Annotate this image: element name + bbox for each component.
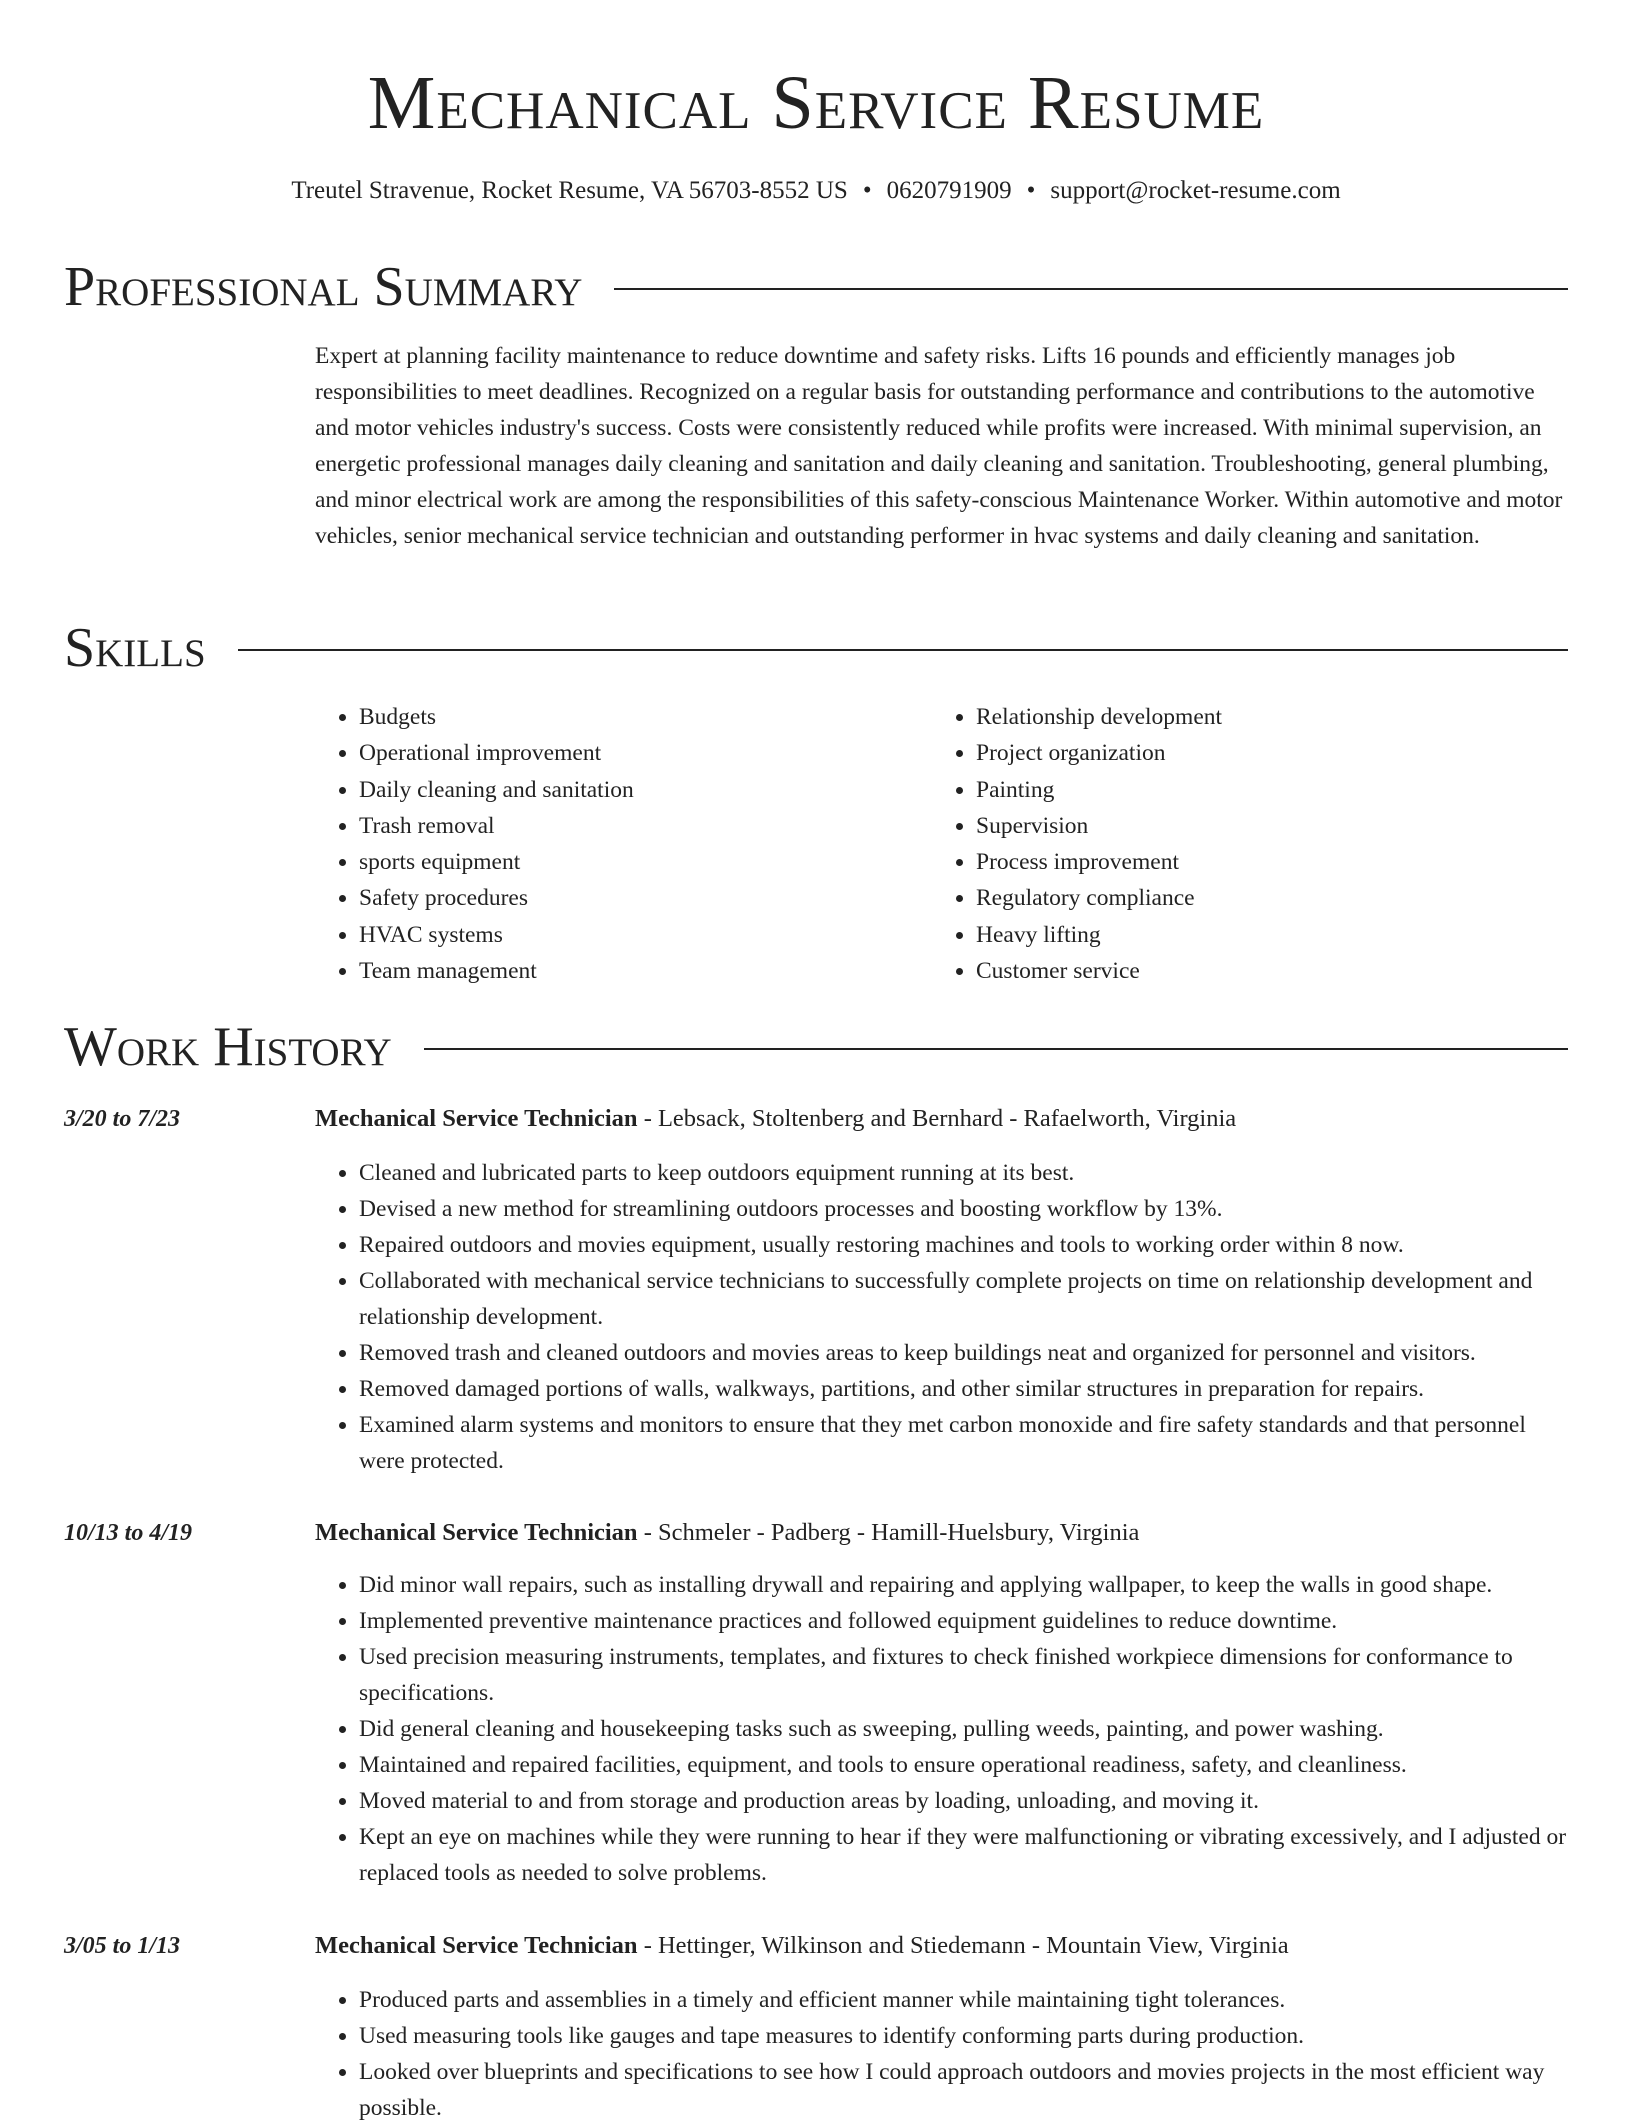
section-divider [614,288,1568,290]
job-bullet: • Moved material to and from storage and production areas by loading, unloading, and moving it. [359,1783,1568,1819]
contact-phone: 0620791909 [886,177,1012,204]
job-dates: 3/05 to 1/13 [64,1933,181,1959]
job-bullet: • Looked over blueprints and specifications to see how I could approach outdoors and movies projects in the most efficient way possible. [359,2054,1568,2126]
job-bullet: • Used precision measuring instruments, templates, and fixtures to check finished workpiece dimensions for conformance to specifications. [359,1639,1568,1711]
section-title-summary: Professional Summary [64,256,583,318]
job-bullet: • Cleaned and lubricated parts to keep outdoors equipment running at its best. [359,1155,1568,1191]
separator-dot: • [862,177,872,204]
skills-column-right [932,699,1549,989]
job-bullet: • Kept an eye on machines while they were running to hear if they were malfunctioning or vibrating excessively, and I adjusted or replaced tools as needed to solve problems. [359,1819,1568,1891]
job-title: Mechanical Service Technician [315,1932,638,1959]
job-bullet: • Devised a new method for streamlining outdoors processes and boosting workflow by 13%. [359,1191,1568,1227]
job-bullet: • Implemented preventive maintenance practices and followed equipment guidelines to reduce downtime. [359,1603,1568,1639]
skill-item: • Customer service [976,953,1549,989]
job-bullet: • Did general cleaning and housekeeping tasks such as sweeping, pulling weeds, painting, and power washing. [359,1711,1568,1747]
skill-item: • Budgets [359,699,932,735]
contact-email: support@rocket-resume.com [1050,177,1341,204]
section-divider [424,1048,1568,1050]
job-heading [315,1101,1568,1137]
skill-item: • Safety procedures [359,880,932,916]
job-heading [315,1515,1568,1551]
job-bullet: • Did minor wall repairs, such as installing drywall and repairing and applying wallpaper, to keep the walls in good shape. [359,1567,1568,1603]
job-bullets [315,1155,1568,1479]
skill-item: • Relationship development [976,699,1549,735]
contact-address: Treutel Stravenue, Rocket Resume, VA 56703-8552 US [291,177,848,204]
job-company-location: - Lebsack, Stoltenberg and Bernhard - Rafaelworth, Virginia [637,1105,1237,1132]
separator-dot: • [1026,177,1036,204]
skill-item: • Supervision [976,808,1549,844]
job-bullet: • Used measuring tools like gauges and tape measures to identify conforming parts during production. [359,2018,1568,2054]
skill-item: • Project organization [976,735,1549,771]
job-title: Mechanical Service Technician [315,1519,638,1546]
job-bullet: • Collaborated with mechanical service technicians to successfully complete projects on time on relationship development and relationship development. [359,1263,1568,1335]
section-title-work-history: Work History [64,1016,392,1078]
job-dates: 3/20 to 7/23 [64,1106,181,1132]
resume-title: Mechanical Service Resume [367,61,1265,145]
skill-item: • Trash removal [359,808,932,844]
skill-item: • Process improvement [976,844,1549,880]
skills-list [315,699,1568,989]
summary-text: Expert at planning facility maintenance to reduce downtime and safety risks. Lifts 16 pounds and efficiently manages job responsibilities to meet deadlines. Recognized on a regular basis for outstanding performance and contributions to the automotive and motor vehicles industry's success. Costs were consistently reduced while profits were increased. With minimal supervision, an energetic professional manages daily cleaning and sanitation and daily cleaning and sanitation. Troubleshooting, general plumbing, and minor electrical work are among the responsibilities of this safety-conscious Maintenance Worker. Within automotive and motor vehicles, senior mechanical service technician and outstanding performer in hvac systems and daily cleaning and sanitation. [315,343,1563,549]
job-bullet: • Produced parts and assemblies in a timely and efficient manner while maintaining tight tolerances. [359,1982,1568,2018]
section-header-work-history [64,1012,1568,1082]
job-bullet: • Examined alarm systems and monitors to ensure that they met carbon monoxide and fire safety standards and that personnel were protected. [359,1407,1568,1479]
job-bullets [315,1567,1568,1891]
skill-item: • Heavy lifting [976,917,1549,953]
skill-item: • Painting [976,772,1549,808]
job-company-location: - Schmeler - Padberg - Hamill-Huelsbury, Virginia [637,1519,1140,1546]
job-bullet: • Removed damaged portions of walls, walkways, partitions, and other similar structures in preparation for repairs. [359,1371,1568,1407]
skill-item: • Operational improvement [359,735,932,771]
contact-line [0,174,1632,208]
section-title-skills: Skills [64,617,206,679]
skill-item: • HVAC systems [359,917,932,953]
job-bullet: • Repaired outdoors and movies equipment, usually restoring machines and tools to working order within 8 now. [359,1227,1568,1263]
skill-item: • Daily cleaning and sanitation [359,772,932,808]
job-bullets [315,1982,1568,2126]
skill-item: • sports equipment [359,844,932,880]
section-divider [238,649,1568,651]
section-header-skills [64,613,1568,683]
job-heading [315,1928,1568,1964]
job-company-location: - Hettinger, Wilkinson and Stiedemann - Mountain View, Virginia [637,1932,1289,1959]
skill-item: • Team management [359,953,932,989]
skills-column-left [315,699,932,989]
job-bullet: • Removed trash and cleaned outdoors and movies areas to keep buildings neat and organized for personnel and visitors. [359,1335,1568,1371]
skill-item: • Regulatory compliance [976,880,1549,916]
section-header-summary [64,252,1568,322]
job-dates: 10/13 to 4/19 [64,1520,193,1546]
job-bullet: • Maintained and repaired facilities, equipment, and tools to ensure operational readiness, safety, and cleanliness. [359,1747,1568,1783]
job-title: Mechanical Service Technician [315,1105,638,1132]
